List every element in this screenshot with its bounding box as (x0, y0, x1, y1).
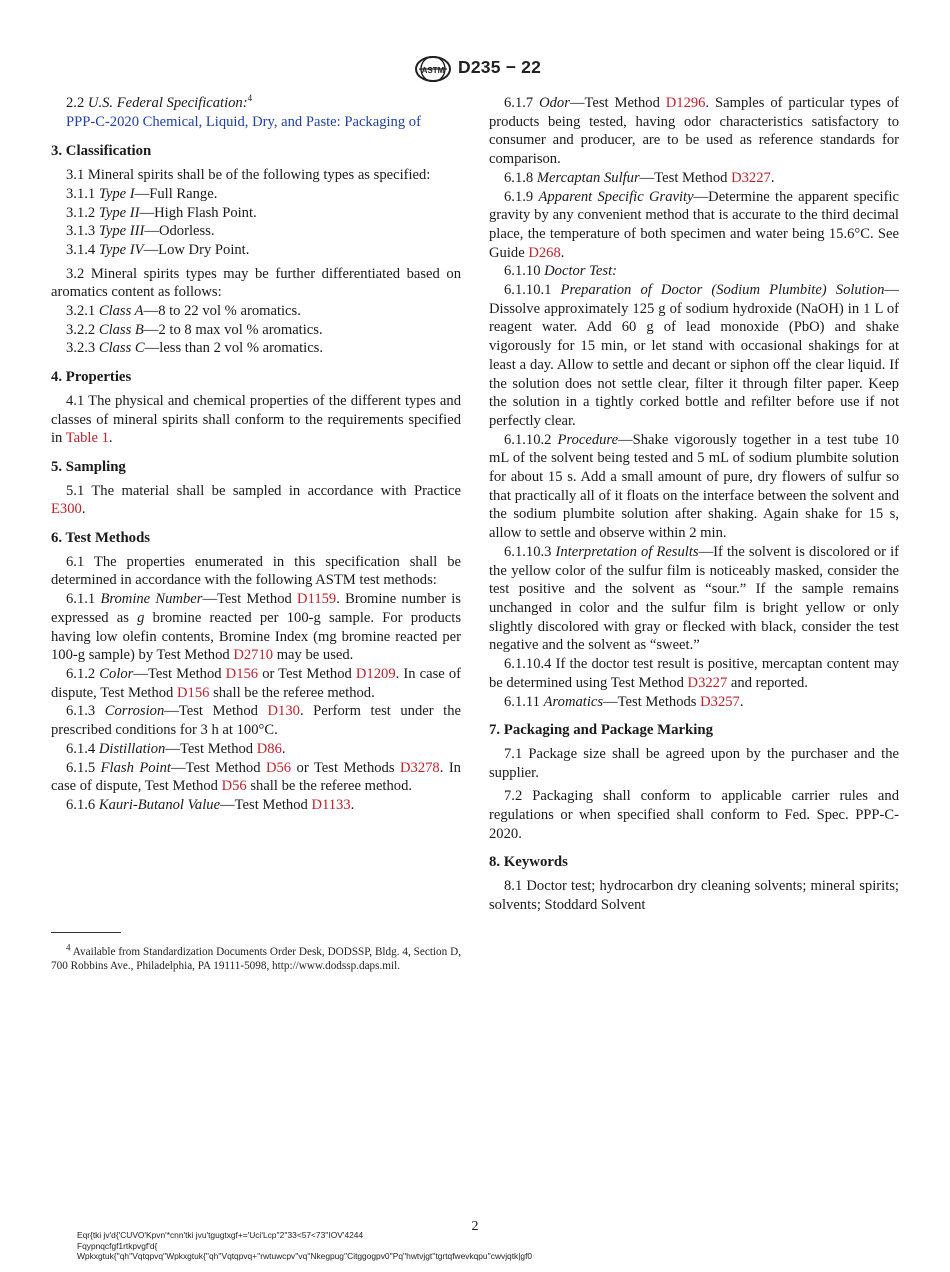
d56-link-2[interactable]: D56 (221, 778, 247, 795)
para-3-1-4: 3.1.4 Type IV—Low Dry Point. (66, 241, 250, 258)
d56-link[interactable]: D56 (265, 759, 292, 776)
para-3-1-2: 3.1.2 Type II—High Flash Point. (66, 204, 257, 221)
d1296-link[interactable]: D1296 (665, 95, 706, 111)
heading-classification: 3. Classification (51, 143, 152, 160)
para-6-1-2: 6.1.2 Color—Test Method D156 or Test Method D1209. In case of dispute, Test Method D156 shall be the referee method. (51, 665, 461, 701)
para-6-1-10-1: 6.1.10.1 Preparation of Doctor (Sodium Plumbite) Solution—Dissolve approximately 125 g of sodium hydroxide (NaOH) in 1 L of reagent water. Add 60 g of lead monoxide (PbO) and shake vigorously for 15 min, or let stand with occasional shakings for at least a day. Allow to settle and decant or siphon off the clear liquid. If the solution does not settle clear, filter it through filter paper. Keep the solution in a tightly corked bottle and refilter before use if not perfectly clear. (489, 282, 900, 429)
e300-link[interactable]: E300 (51, 501, 82, 518)
para-6-1-10-2: 6.1.10.2 Procedure—Shake vigorously together in a test tube 10 mL of the solvent being tested and 5 mL of sodium plumbite solution for about 15 s. Add a small amount of pure, dry flowers of sulfur so that practically all of it floats on the interface between the solvent and the sodium plumbite solution after shaking. Again shake for 15 s, allow to settle and observe within 2 min. (489, 431, 900, 542)
document-id: D235 − 22 (458, 57, 542, 77)
para-6-1-5: 6.1.5 Flash Point—Test Method D56 or Test Methods D3278. In case of dispute, Test Method D56 shall be the referee method. (51, 759, 461, 795)
d86-link[interactable]: D86 (256, 740, 282, 757)
footnote-divider (51, 932, 121, 933)
para-3-2-3: 3.2.3 Class C—less than 2 vol % aromatics. (66, 340, 324, 357)
para-3-2: 3.2 Mineral spirits types may be further differentiated based on aromatics content as follows: (51, 265, 461, 301)
para-6-1-10-3: 6.1.10.3 Interpretation of Results—If the solvent is discolored or if the yellow color of the sulfur film is noticeably masked, consider the test positive and the solvent as “sour.” If the sample remains unchanged in color and the sulfur film is bright yellow or only slightly discolored with gray or flecked with black, consider the test negative and the solvent as “sweet.” (489, 543, 900, 654)
right-column (489, 94, 899, 915)
para-5-1: 5.1 The material shall be sampled in accordance with Practice E300. (51, 482, 461, 518)
para-6-1-6: 6.1.6 Kauri-Butanol Value—Test Method D1133. (66, 796, 355, 813)
ppp-c-2020-title-link[interactable]: Chemical, Liquid, Dry, and Paste: Packaging of (139, 113, 421, 130)
d1209-link[interactable]: D1209 (355, 665, 396, 682)
heading-keywords: 8. Keywords (489, 854, 568, 871)
para-6-1-8: 6.1.8 Mercaptan Sulfur—Test Method D3227. (504, 169, 775, 186)
para-6-1-3: 6.1.3 Corrosion—Test Method D130. Perform test under the prescribed conditions for 3 h at 100°C. (51, 703, 462, 739)
page-header (0, 56, 950, 82)
d3227-link[interactable]: D3227 (731, 169, 771, 186)
astm-logo-icon (414, 56, 452, 82)
d2710-link[interactable]: D2710 (233, 647, 274, 664)
d268-link[interactable]: D268 (528, 244, 561, 261)
d156-link-2[interactable]: D156 (177, 684, 210, 701)
para-7-2: 7.2 Packaging shall conform to applicable carrier rules and regulations or when specified shall conform to Fed. Spec. PPP-C-2020. (489, 788, 899, 842)
d156-link[interactable]: D156 (225, 665, 259, 682)
d3227-link-2[interactable]: D3227 (687, 674, 728, 691)
ppp-c-2020-link[interactable]: PPP-C-2020 (66, 113, 139, 130)
spec-ppp-c-2020 (51, 113, 461, 132)
section-2-2: 2.2 U.S. Federal Specification:$^4$ (66, 93, 253, 111)
d1159-link[interactable]: D1159 (297, 591, 337, 608)
table-1-link[interactable]: Table 1 (65, 430, 109, 447)
para-3-2-2: 3.2.2 Class B—2 to 8 max vol % aromatics. (66, 321, 323, 338)
heading-sampling: 5. Sampling (51, 458, 126, 475)
d130-link[interactable]: D130 (267, 703, 300, 720)
para-3-1-3: 3.1.3 Type III—Odorless. (66, 223, 215, 240)
page-number: 2 (471, 1219, 479, 1234)
heading-test-methods: 6. Test Methods (51, 530, 151, 547)
para-6-1-10: 6.1.10 Doctor Test: (504, 263, 617, 280)
license-stamp: Eqr{tki jv'd{'CUVO'Kpvn'*cnn'tki jvu'tgugtxgf+='Uci'Lcp''2''33<57<73''IOV'4244 Fqypnqcfgf1rtkpvgf'd{ Wpkxgtuk{''qh''Vqtqpvq''Wpkxgtuk{''qh''Vqtqpvq+''rwtuwcpv''vq''Nkegpug''Citggogpv0''Pq''hwtvjgt''tgrtqfwevkqpu''cwvjqtk|gf0 (77, 1230, 533, 1262)
para-3-1-1: 3.1.1 Type I—Full Range. (66, 185, 218, 202)
para-7-1: 7.1 Package size shall be agreed upon by the purchaser and the supplier. (489, 745, 899, 781)
d3257-link[interactable]: D3257 (700, 693, 740, 710)
footnote-ref[interactable]: 4 (247, 93, 253, 104)
para-3-2-1: 3.2.1 Class A—8 to 22 vol % aromatics. (66, 303, 301, 320)
para-6-1-7: 6.1.7 Odor—Test Method D1296. Samples of particular types of products being tested, having odor characteristics satisfactory to consumer and producer, are to be used as reference standards for comparison. (489, 95, 899, 168)
para-3-1: 3.1 Mineral spirits shall be of the following types as specified: (66, 167, 431, 184)
d3278-link[interactable]: D3278 (399, 759, 440, 776)
left-column (51, 94, 461, 815)
para-6-1-9: 6.1.9 Apparent Specific Gravity—Determine the apparent specific gravity by any convenient method that is accurate to the third decimal place, the temperature of both specimen and water being 15.6°C. See Guide D268. (489, 188, 900, 261)
para-6-1-4: 6.1.4 Distillation—Test Method D86. (66, 740, 286, 757)
d1133-link[interactable]: D1133 (311, 796, 351, 813)
para-6-1-10-4: 6.1.10.4 If the doctor test result is positive, mercaptan content may be determined using Test Method D3227 and reported. (489, 656, 899, 691)
para-8-1: 8.1 Doctor test; hydrocarbon dry cleaning solvents; mineral spirits; solvents; Stoddard Solvent (489, 878, 899, 913)
para-6-1: 6.1 The properties enumerated in this specification shall be determined in accordance with the following ASTM test methods: (51, 553, 461, 589)
heading-packaging: 7. Packaging and Package Marking (489, 722, 714, 739)
para-4-1: 4.1 The physical and chemical properties of the different types and classes of mineral spirits shall conform to the requirements specified in Table 1. (51, 392, 461, 447)
svg-text:ASTM: ASTM (421, 66, 445, 75)
heading-properties: 4. Properties (51, 369, 132, 386)
para-6-1-11: 6.1.11 Aromatics—Test Methods D3257. (504, 693, 744, 710)
footnote: $^4$ Available from Standardization Documents Order Desk, DODSSP, Bldg. 4, Section D, 700 Robbins Ave., Philadelphia, PA 19111-5098, http://www.dodssp.daps.mil. (51, 942, 461, 973)
para-6-1-1: 6.1.1 Bromine Number—Test Method D1159. Bromine number is expressed as g bromine reacted per 100-g sample. For products having low olefin contents, Bromine Index (mg bromine reacted per 100-g sample) by Test Method D2710 may be used. (51, 591, 461, 664)
